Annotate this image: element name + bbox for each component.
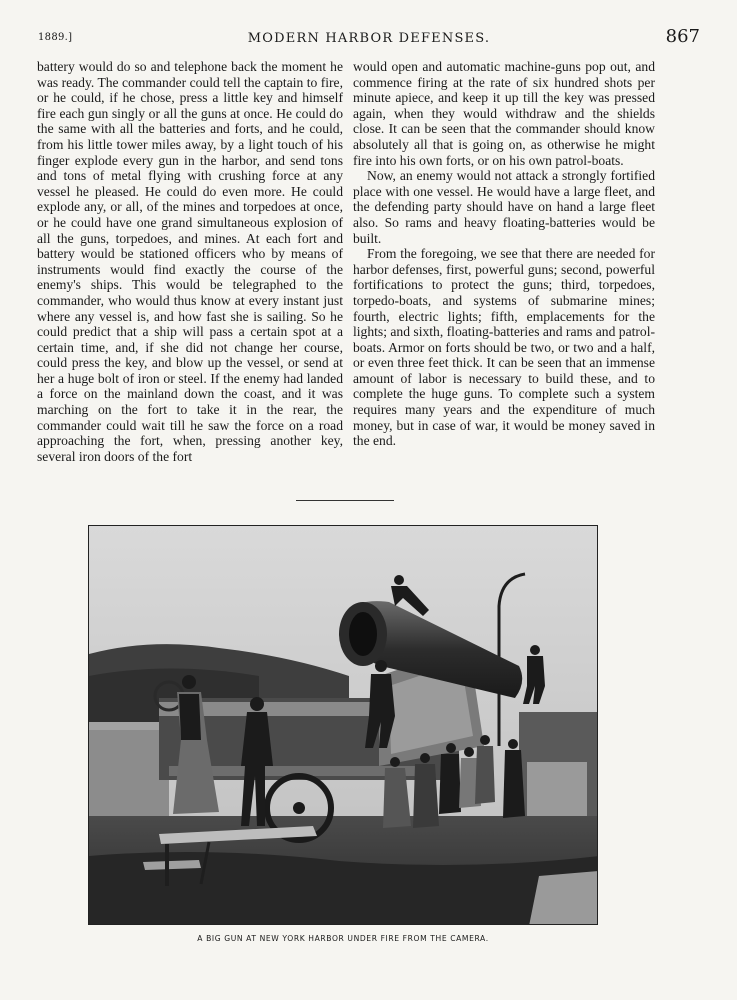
running-header [38, 26, 700, 52]
photo-illustration [89, 526, 598, 925]
left-paragraph-1: battery would do so and telephone back the moment he was ready. The commander could tell the captain to fire, or he could, if he chose, press a little key and himself fire each gun singly or all the guns at once. He could do the same with all the batteries and forts, and he could, from his little tower miles away, by a light touch of his finger explode every gun in the harbor, and send tons and tons of metal flying with crushing force at any vessel he pleased. He could do even more. He could explode any, or all, of the mines and torpedoes at once, or he could have one grand simultaneous explosion of all the guns, torpedoes, and mines. At each fort and battery would be stationed officers who by means of instruments would find exactly the course of the enemy's ships. This would be telegraphed to the commander, who would thus know at every instant just where any vessel is, and how fast she is sailing. So he could predict that a ship will pass a certain spot at a certain time, and, if she did not change her course, could press the key, and blow up the vessel, or send at her a huge bolt of iron or steel. If the enemy had landed a force on the mainland down the coast, and it was marching on the fort to take it in the rear, the commander could wait till he saw the force on a road approaching the fort, when, pressing another key, several iron doors of the fort [37, 59, 343, 464]
figure-caption: A BIG GUN AT NEW YORK HARBOR UNDER FIRE FROM THE CAMERA. [197, 934, 489, 943]
right-paragraph-2: Now, an enemy would not attack a strongly fortified place with one vessel. He would have a large fleet, and the defending party should have on hand a large fleet also. So rams and heavy floating-batteries would be built. [353, 168, 655, 246]
header-title: MODERN HARBOR DEFENSES. [247, 31, 491, 46]
page-number: 867 [665, 26, 700, 47]
right-paragraph-1: would open and automatic machine-guns pop out, and commence firing at the rate of six hundred shots per minute apiece, and keep it up till the key was pressed again, when they would withdraw and the shields close. It can be seen that the commander should know absolutely all that is going on, as otherwise he might fire into his own forts, or on his own patrol-boats. [353, 59, 655, 168]
section-divider [296, 500, 394, 501]
big-gun-photograph [88, 525, 598, 925]
left-column [37, 59, 343, 464]
right-paragraph-3: From the foregoing, we see that there are needed for harbor defenses, first, powerful guns; second, powerful fortifications to protect the guns; third, torpedoes, torpedo-boats, and systems of submarine mines; fourth, electric lights; fifth, emplacements for the lights; and sixth, floating-batteries and rams and patrol-boats. Armor on forts should be two, or two and a half, or even three feet thick. It can be seen that an immense amount of labor is necessary to build these, and to complete the huge guns. To complete such a system requires many years and the expenditure of much money, but in case of war, it would be money saved in the end. [353, 246, 656, 449]
right-column [353, 59, 655, 449]
header-year: 1889.] [38, 32, 73, 43]
